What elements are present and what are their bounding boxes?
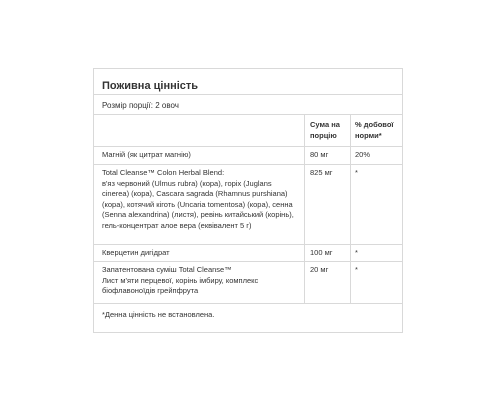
- nutrient-amount: 825 мг: [310, 168, 333, 177]
- ingredient-line: в'яз червоний (Ulmus rubra) (кора), горіх (Juglans: [102, 178, 272, 188]
- divider: [94, 244, 402, 245]
- ingredient-line: Лист м'яти перцевої, корінь імбиру, комплекс: [102, 275, 259, 285]
- nutrient-amount: 20 мг: [310, 265, 329, 274]
- nutrient-blend: [102, 168, 307, 231]
- nutrient-daily-value: *: [355, 248, 358, 257]
- ingredient-line: (кора), котячий кіготь (Uncaria tomentosa) (кора), сенна: [102, 199, 293, 209]
- column-divider: [350, 114, 351, 303]
- divider: [94, 303, 402, 304]
- ingredient-line: гель-концентрат алое вера (еквівалент 5 г): [102, 220, 252, 230]
- nutrient-amount: 100 мг: [310, 248, 333, 257]
- serving-size: Розмір порції: 2 овоч: [102, 101, 179, 110]
- column-header-amount: Сума на порцію: [310, 120, 340, 140]
- nutrient-name: Магній (як цитрат магнію): [102, 150, 191, 159]
- nutrient-amount: 80 мг: [310, 150, 329, 159]
- divider: [94, 164, 402, 165]
- divider: [94, 114, 402, 115]
- divider: [94, 261, 402, 262]
- divider: [94, 146, 402, 147]
- ingredient-line: (Senna alexandrina) (листя), ревінь китайський (корінь),: [102, 210, 294, 219]
- ingredient-line: cinerea) (кора), Cascara sagrada (Rhamnus purshiana): [102, 189, 288, 198]
- divider: [94, 94, 402, 95]
- nutrient-name: Total Cleanse™ Colon Herbal Blend:: [102, 168, 225, 177]
- nutrient-daily-value: *: [355, 168, 358, 177]
- nutrient-daily-value: 20%: [355, 150, 371, 159]
- column-header-daily-value: % добової норми*: [355, 120, 394, 140]
- footnote: *Денна цінність не встановлена.: [102, 310, 215, 319]
- nutrient-daily-value: *: [355, 265, 358, 274]
- panel-title: Поживна цінність: [102, 80, 199, 92]
- ingredient-line: біофлавоноїдів грейпфрута: [102, 286, 199, 295]
- nutrition-facts-panel: [93, 68, 403, 333]
- nutrient-name: Запатентована суміш Total Cleanse™: [102, 265, 232, 274]
- nutrient-blend: [102, 265, 307, 297]
- nutrient-name: Кверцетин дигідрат: [102, 248, 170, 257]
